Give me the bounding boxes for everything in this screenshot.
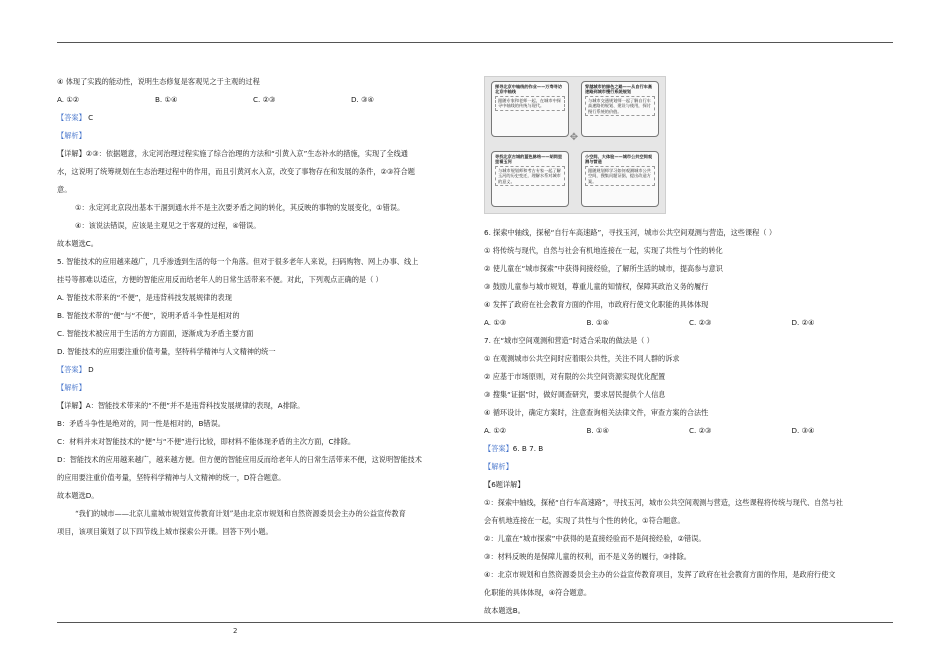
q6-option-c: C. ②③ bbox=[689, 318, 712, 327]
panel-title: 探寻北京中轴线的作业——万寿寻访北京中轴线 bbox=[495, 84, 563, 95]
top-rule bbox=[57, 42, 893, 43]
q5-detail: D：智能技术的应用越来越广，越来越方便。但方便的智能应用反而给老年人的日常生活带来不便，这说明智能技术 bbox=[57, 455, 422, 464]
q7-option-a: A. ①② bbox=[484, 426, 507, 435]
answer-tag: 【答案】 bbox=[484, 444, 513, 453]
q6-item: ② 使儿童在“城市探索”中获得间接经验，了解所生活的城市，提高参与意识 bbox=[484, 264, 723, 273]
q6-detail: ④：北京市规划和自然资源委员会主办的公益宣传教育项目，发挥了政府在社会教育方面的作用，是政府行使文 bbox=[484, 570, 836, 579]
q4-options bbox=[57, 94, 457, 106]
q4-detail: 水，这说明了统筹规划在生态治理过程中的作用，而且引黄河水入京，改变了事物存在和发展的条件，②③符合题 bbox=[57, 167, 415, 176]
figure-panel-1 bbox=[491, 81, 569, 137]
q5-detail: B：矛盾斗争性是绝对的，同一性是相对的，B错误。 bbox=[57, 419, 225, 428]
q5-option-a: A. 智能技术带来的“不便”，是违背科技发展规律的表现 bbox=[57, 293, 232, 302]
left-column bbox=[57, 76, 457, 538]
q4-answer-tag: 【答案】 bbox=[57, 113, 86, 122]
q4-analysis-tag: 【解析】 bbox=[57, 131, 86, 140]
q6-item: ① 将传统与现代，自然与社会有机地连接在一起，实现了共性与个性的转化 bbox=[484, 246, 723, 255]
q4-detail: ④：该说法错误，应该是主观见之于客观的过程，④错误。 bbox=[75, 221, 261, 230]
q6-item: ④ 发挥了政府在社会教育方面的作用，市政府行使文化职能的具体体现 bbox=[484, 300, 709, 309]
q7-item: ④ 循环设计，确定方案时，注意查询相关法律文件，审查方案的合法性 bbox=[484, 408, 709, 417]
q4-detail: 意。 bbox=[57, 185, 72, 194]
panel-body: 与城市规划师和考古专家一起了解玉河的历史变迁，理解水系对城市的意义。 bbox=[495, 166, 565, 186]
q5-detail: 【详解】A：智能技术带来的“不便”并不是违背科技发展规律的表现，A排除。 bbox=[57, 401, 305, 410]
q4-detail: 【详解】②③：依据题意，永定河治理过程实施了综合治理的方法和“引黄入京”生态补水的措施，实现了全线通 bbox=[57, 149, 408, 158]
q7-item: ③ 搜集“证据”时，做好调查研究，要求居民提供个人信息 bbox=[484, 390, 666, 399]
q7-option-c: C. ②③ bbox=[689, 426, 712, 435]
material-text: “我们的城市——北京儿童城市规划宣传教育计划”是由北京市规划和自然资源委员会主办的公益宣传教育 bbox=[75, 509, 406, 518]
q4-option-c: C. ②③ bbox=[253, 95, 276, 104]
q4-answer bbox=[57, 112, 457, 124]
q5-detail: 的应用要注重价值考量，坚特科学精神与人文精神的统一，D符合题意。 bbox=[57, 473, 286, 482]
q6-detail: 会有机地连接在一起，实现了共性与个性的转化，①符合题意。 bbox=[484, 516, 685, 525]
q4-option-a: A. ①② bbox=[57, 95, 80, 104]
q5-stem: 5. 智能技术的应用越来越广，几乎渗透到生活的每一个角落。但对于很多老年人来说，扫码购物、网上办事、线上 bbox=[57, 257, 419, 266]
q7-option-b: B. ①④ bbox=[586, 426, 609, 435]
q5-conclusion: 故本题选D。 bbox=[57, 491, 99, 500]
page-number: 2 bbox=[233, 627, 238, 635]
course-figure bbox=[484, 76, 666, 214]
q4-option-d: D. ③④ bbox=[351, 95, 374, 104]
figure-panel-4 bbox=[581, 151, 659, 207]
panel-body: 与城市交通规划师一起了解自行车高速路的规划、建设与使用，探讨慢行系统的价值。 bbox=[585, 96, 655, 116]
q7-stem: 7. 在“城市空间观测和营造”时适合采取的做法是（ ） bbox=[484, 336, 654, 345]
bottom-rule bbox=[57, 622, 893, 623]
q6-option-a: A. ①③ bbox=[484, 318, 507, 327]
q6-detail: ③：材料反映的是保障儿童的权利，而不是义务的履行，③排除。 bbox=[484, 552, 691, 561]
q6-detail: ②：儿童在“城市探索”中获得的是直接经验而不是间接经验，②错误。 bbox=[484, 534, 706, 543]
q7-options bbox=[484, 425, 894, 437]
q5-option-c: C. 智能技术被应用于生活的方方面面，逐渐成为矛盾主要方面 bbox=[57, 329, 254, 338]
panel-body: 跟随规划师学习如何观测城市公共空间，搜集问题证据，提出改造方案。 bbox=[585, 166, 655, 186]
q7-option-d: D. ③④ bbox=[791, 426, 815, 435]
q5-analysis-tag: 【解析】 bbox=[57, 383, 86, 392]
q5-option-d: D. 智能技术的应用要注重价值考量，坚特科学精神与人文精神的统一 bbox=[57, 347, 276, 356]
q4-detail: ①：永定河北京段出基本干涸到通水并不是主次要矛盾之间的转化，其反映的事物的发展变化，①错误。 bbox=[75, 203, 405, 212]
q6-option-b: B. ①④ bbox=[586, 318, 609, 327]
q7-item: ② 应基于市场原则，对有限的公共空间资源实现优化配置 bbox=[484, 372, 666, 381]
panel-title: 寻找北京古城的蓝色脉络——胡同里里看玉河 bbox=[495, 154, 563, 165]
q6-option-d: D. ②④ bbox=[791, 318, 815, 327]
q7-item: ① 在观测城市公共空间时应着眼公共性，关注不同人群的诉求 bbox=[484, 354, 680, 363]
q6-item: ③ 鼓励儿童参与城市规划，尊重儿童的知情权，保障其政治义务的履行 bbox=[484, 282, 709, 291]
q5-answer bbox=[57, 364, 457, 376]
q6-detail: ①：探索中轴线，探秘“自行车高速路”，寻找玉河，城市公共空间观测与营造，这些课程将传统与现代、自然与社 bbox=[484, 498, 843, 507]
figure-panel-2 bbox=[581, 81, 659, 137]
panel-title: 穿越城市的绿色之路——从自行车高速路到城市慢行系统规划 bbox=[585, 84, 653, 95]
q5-answer-value: D bbox=[88, 365, 94, 374]
panel-body: 跟随专家和老师一起，在城市中探寻中轴线的传统与现代。 bbox=[495, 96, 565, 111]
q6-7-answer bbox=[484, 443, 894, 455]
q5-option-b: B. 智能技术带的“便”与“不便”，说明矛盾斗争性是相对的 bbox=[57, 311, 240, 320]
q6-detail: 化职能的具体体现，④符合题意。 bbox=[484, 588, 592, 597]
arrows-icon: ✥ bbox=[569, 132, 579, 143]
panel-title: 小空间、大体验——城市公共空间观测与营造 bbox=[585, 154, 653, 165]
q5-stem: 挂号等都难以适应，方便的智能应用反而给老年人的日常生活带来不便。对此，下列观点正确的是（ ） bbox=[57, 275, 383, 284]
q6-conclusion: 故本题选B。 bbox=[484, 606, 525, 615]
q6-stem: 6. 探索中轴线，探秘“自行车高速路”，寻找玉河，城市公共空间观测与营造，这些课程（ ） bbox=[484, 228, 777, 237]
q6-options bbox=[484, 317, 894, 329]
analysis-tag: 【解析】 bbox=[484, 462, 513, 471]
q5-detail: C：材料并未对智能技术的“便”与“不便”进行比较，即材料不能体现矛盾的主次方面，C排除。 bbox=[57, 437, 356, 446]
q4-item-4: ④ 体现了实践的能动性，说明生态修复是客观见之于主观的过程 bbox=[57, 77, 260, 86]
figure-panel-3 bbox=[491, 151, 569, 207]
q6-detail-tag: 【6题详解】 bbox=[484, 480, 525, 489]
q5-answer-tag: 【答案】 bbox=[57, 365, 86, 374]
answer-value: 6. B 7. B bbox=[512, 444, 544, 453]
material-text: 项目，该项目策划了以下四节线上城市探索公开课。回答下列小题。 bbox=[57, 527, 273, 536]
q4-conclusion: 故本题选C。 bbox=[57, 239, 98, 248]
q4-option-b: B. ①④ bbox=[155, 95, 178, 104]
q4-answer-value: C bbox=[88, 113, 94, 122]
right-column bbox=[484, 227, 894, 617]
